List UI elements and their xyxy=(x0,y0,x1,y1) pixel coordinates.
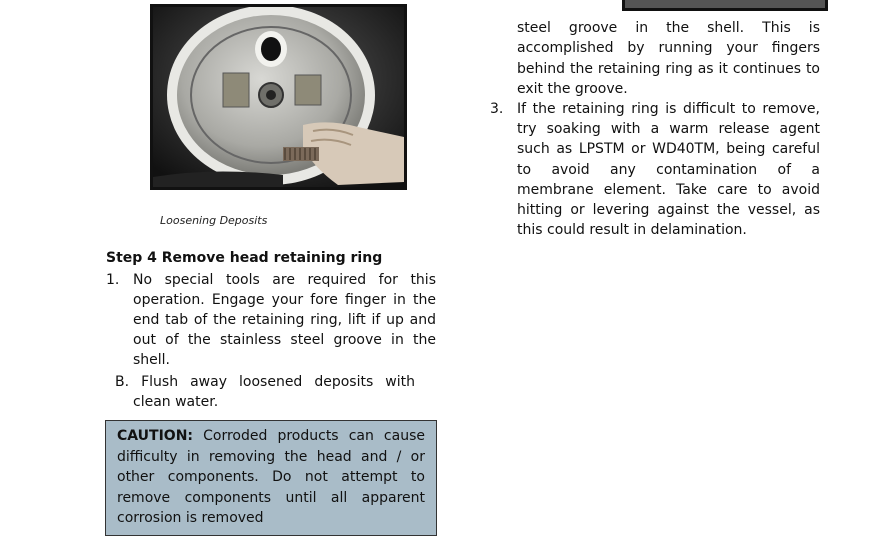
item-3-text: If the retaining ring is difficult to remove, try soaking with a warm release agent such as LPSTM or WD40TM, being careful to avoid any contamination of a membrane element. Take care to avoid hitting or levering against the vessel, as this could result in delamination. xyxy=(517,101,820,239)
step-4-item-1 xyxy=(106,270,438,368)
item-b-text-content: B. Flush away loosened deposits with clean water. xyxy=(115,374,415,410)
loosening-deposits-photo xyxy=(150,4,407,190)
item-b-text xyxy=(115,372,415,412)
caution-box xyxy=(105,420,437,536)
caution-text: Corroded products can cause difficulty in removing the head and / or other components. Do not attempt to remove components until all apparent corrosion is removed xyxy=(117,428,425,526)
item-text: No special tools are required for this operation. Engage your fore finger in the end tab of the retaining ring, lift if up and out of the stainless steel groove in the shell. xyxy=(133,272,436,368)
item-number: 1. xyxy=(106,272,120,288)
caution-label: CAUTION: xyxy=(117,428,194,444)
step-item-b xyxy=(115,372,445,414)
continued-item-text: steel groove in the shell. This is accomplished by running your fingers behind the retaining ring as it continues to exit the groove. xyxy=(517,20,820,97)
vessel-head-illustration xyxy=(153,7,404,187)
figure-caption: Loosening Deposits xyxy=(160,214,268,227)
item-3-number: 3. xyxy=(490,101,504,117)
step-4-heading: Step 4 Remove head retaining ring xyxy=(106,250,383,266)
top-photo-fragment xyxy=(622,0,828,11)
